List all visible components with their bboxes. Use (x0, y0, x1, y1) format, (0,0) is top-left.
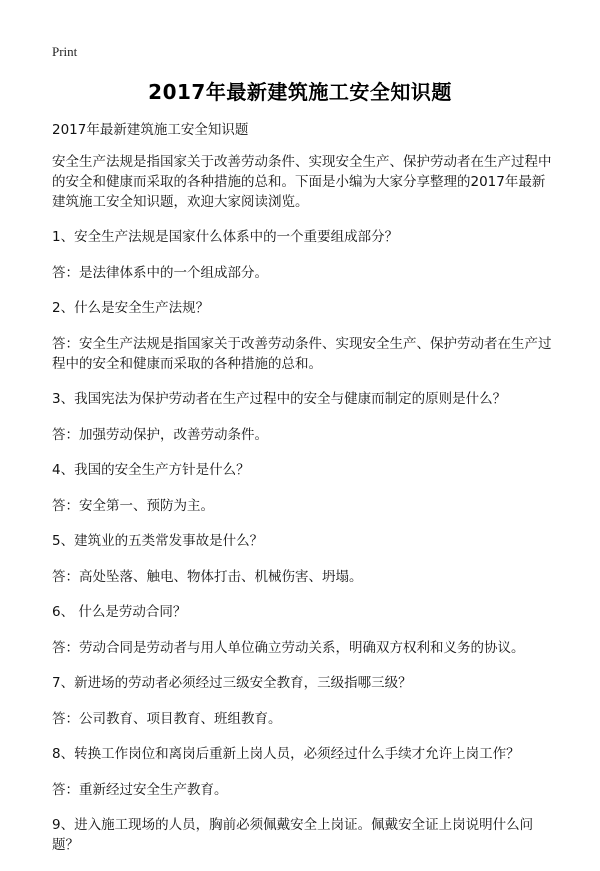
article-body (52, 120, 552, 871)
question-text: 1、安全生产法规是国家什么体系中的一个重要组成部分？ (52, 229, 399, 245)
print-link[interactable]: Print (52, 44, 78, 59)
article-subtitle: 2017年最新建筑施工安全知识题 (52, 122, 249, 138)
qa-item (52, 531, 552, 587)
question-text: 6、 什么是劳动合同？ (52, 604, 187, 620)
qa-item (52, 460, 552, 516)
answer-text: 答：重新经过安全生产教育。 (52, 781, 228, 798)
question-text: 9、进入施工现场的人员，胸前必须佩戴安全上岗证。佩戴安全证上岗说明什么问题？ (52, 817, 534, 853)
qa-item (52, 227, 552, 283)
question-text: 2、什么是安全生产法规？ (52, 300, 210, 316)
qa-item (52, 744, 552, 800)
answer-text: 答：是法律体系中的一个组成部分。 (52, 264, 268, 281)
question-text: 4、我国的安全生产方针是什么？ (52, 462, 250, 478)
qa-item (52, 815, 552, 855)
question-text: 7、新进场的劳动者必须经过三级安全教育，三级指哪三级？ (52, 675, 412, 691)
answer-text: 答：公司教育、项目教育、班组教育。 (52, 710, 282, 727)
answer-text: 答：劳动合同是劳动者与用人单位确立劳动关系，明确双方权利和义务的协议。 (52, 639, 525, 656)
answer-text: 答：加强劳动保护，改善劳动条件。 (52, 426, 268, 443)
question-text: 8、转换工作岗位和离岗后重新上岗人员，必须经过什么手续才允许上岗工作？ (52, 746, 520, 762)
answer-text: 答：高处坠落、触电、物体打击、机械伤害、坍塌。 (52, 568, 363, 585)
qa-item (52, 298, 552, 374)
qa-item (52, 602, 552, 658)
question-text: 3、我国宪法为保护劳动者在生产过程中的安全与健康而制定的原则是什么？ (52, 391, 507, 407)
answer-text: 答：安全第一、预防为主。 (52, 497, 214, 514)
article-intro: 安全生产法规是指国家关于改善劳动条件、实现安全生产、保护劳动者在生产过程中的安全和健康而采取的各种措施的总和。下面是小编为大家分享整理的2017年最新建筑施工安全知识题，欢迎大家阅读浏览。 (52, 154, 552, 210)
qa-item (52, 389, 552, 445)
question-text: 5、建筑业的五类常发事故是什么？ (52, 533, 264, 549)
page-title: 2017年最新建筑施工安全知识题 (148, 80, 452, 104)
answer-text: 答：安全生产法规是指国家关于改善劳动条件、实现安全生产、保护劳动者在生产过程中的安全和健康而采取的各种措施的总和。 (52, 335, 552, 372)
qa-item (52, 673, 552, 729)
